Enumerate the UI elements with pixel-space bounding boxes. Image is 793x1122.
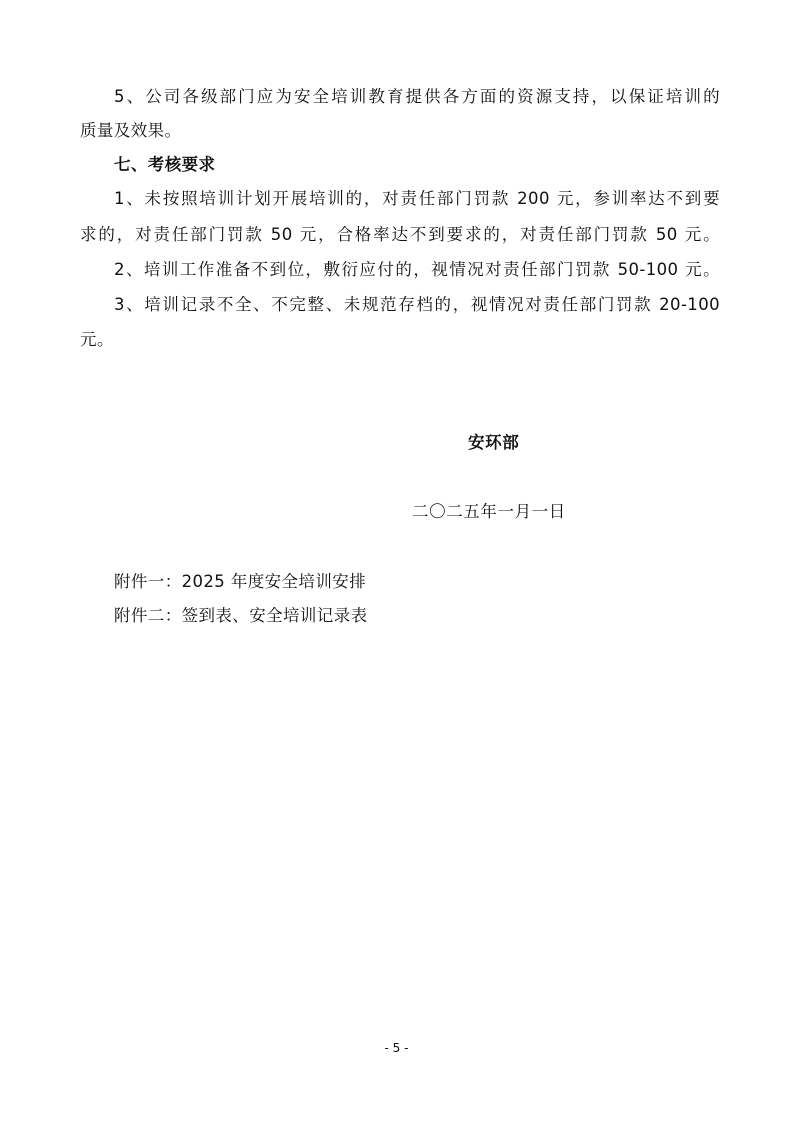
attachment-1: 附件一：2025 年度安全培训安排 <box>114 572 367 591</box>
paragraph-5-line-1: 5、公司各级部门应为安全培训教育提供各方面的资源支持，以保证培训的 <box>114 87 720 106</box>
rule-1-line-1: 1、未按照培训计划开展培训的，对责任部门罚款 200 元，参训率达不到要 <box>114 189 720 208</box>
section-heading: 七、考核要求 <box>114 155 216 174</box>
rule-2-line-1: 2、培训工作准备不到位，敷衍应付的，视情况对责任部门罚款 50-100 元。 <box>114 260 720 279</box>
signature-department: 安环部 <box>468 433 520 452</box>
attachment-2: 附件二：签到表、安全培训记录表 <box>114 606 368 625</box>
rule-3-line-1: 3、培训记录不全、不完整、未规范存档的，视情况对责任部门罚款 20-100 <box>114 295 720 314</box>
paragraph-5-line-2: 质量及效果。 <box>80 121 182 140</box>
rule-3-line-2: 元。 <box>80 330 114 349</box>
rule-1-line-2: 求的，对责任部门罚款 50 元，合格率达不到要求的，对责任部门罚款 50 元。 <box>80 225 720 244</box>
page-number: - 5 - <box>384 1041 409 1055</box>
signature-date: 二〇二五年一月一日 <box>412 502 566 521</box>
